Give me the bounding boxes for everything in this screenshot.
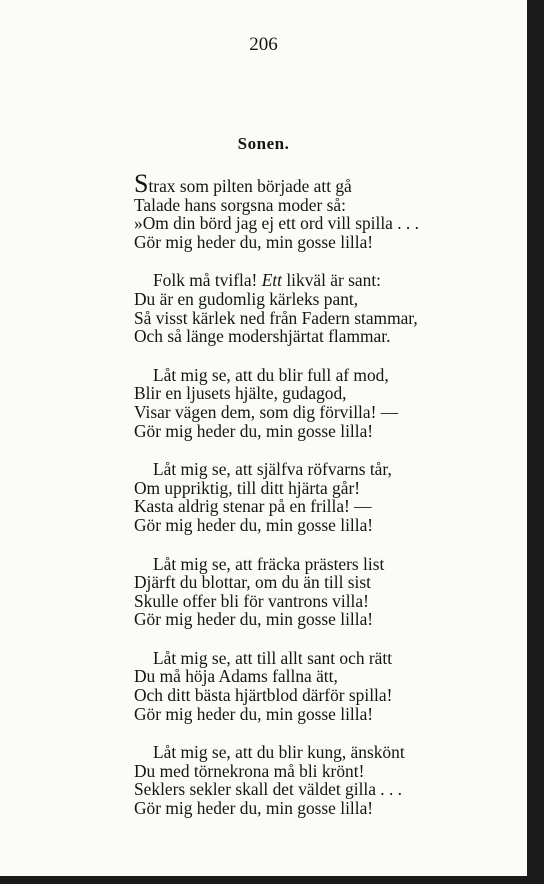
line-text: likväl är sant:	[281, 270, 381, 291]
poem-line: »Om din börd jag ej ett ord vill spilla . . .	[134, 213, 419, 234]
stanza	[134, 366, 464, 440]
poem-line: Talade hans sorgsna moder så:	[134, 194, 346, 215]
stanza	[134, 555, 464, 629]
poem-line: Gör mig heder du, min gosse lilla!	[134, 798, 374, 819]
poem-line: Kasta aldrig stenar på en frilla! —	[134, 496, 372, 517]
poem-line: Låt mig se, att du blir kung, änskönt	[153, 742, 405, 763]
poem-line: Om uppriktig, till ditt hjärta går!	[134, 477, 361, 498]
stanza	[134, 743, 464, 817]
poem-body	[134, 169, 464, 838]
stanza	[134, 169, 464, 252]
poem-line: Låt mig se, att till allt sant och rätt	[153, 647, 393, 668]
poem-line: Så visst kärlek ned från Fadern stammar,	[134, 307, 418, 328]
poem-line: Du må höja Adams fallna ätt,	[134, 666, 338, 687]
stanza	[134, 649, 464, 723]
poem-line	[134, 271, 464, 290]
poem-line: Låt mig se, att själfva röfvarns tår,	[153, 459, 392, 480]
drop-cap: S	[134, 169, 149, 198]
line-text: trax som pilten började att gå	[148, 176, 352, 196]
poem-line: Seklers sekler skall det väldet gilla . . .	[134, 779, 403, 800]
poem-line: Gör mig heder du, min gosse lilla!	[134, 609, 374, 630]
poem-line: Visar vägen dem, som dig förvilla! —	[134, 401, 399, 422]
poem-line	[134, 169, 464, 198]
line-text: Folk må tvifla!	[153, 270, 262, 291]
poem-line: Gör mig heder du, min gosse lilla!	[134, 231, 374, 252]
poem-line: Gör mig heder du, min gosse lilla!	[134, 514, 374, 535]
poem-line: Blir en ljusets hjälte, gudagod,	[134, 383, 347, 404]
poem-line: Och så länge modershjärtat flammar.	[134, 326, 391, 347]
stanza	[134, 460, 464, 534]
poem-line: Låt mig se, att fräcka prästers list	[153, 553, 385, 574]
poem-line: Låt mig se, att du blir full af mod,	[153, 364, 389, 385]
emphasized-word: Ett	[261, 270, 282, 291]
stanza	[134, 271, 464, 345]
page-number: 206	[249, 34, 278, 55]
poem-line: Gör mig heder du, min gosse lilla!	[134, 703, 374, 724]
poem-title: Sonen.	[237, 134, 290, 153]
poem-line: Djärft du blottar, om du än till sist	[134, 572, 371, 593]
poem-line: Du med törnekrona må bli krönt!	[134, 760, 365, 781]
poem-line: Gör mig heder du, min gosse lilla!	[134, 420, 374, 441]
poem-line: Och ditt bästa hjärtblod därför spilla!	[134, 685, 393, 706]
poem-line: Skulle offer bli för vantrons villa!	[134, 590, 369, 611]
poem-line: Du är en gudomlig kärleks pant,	[134, 288, 359, 309]
